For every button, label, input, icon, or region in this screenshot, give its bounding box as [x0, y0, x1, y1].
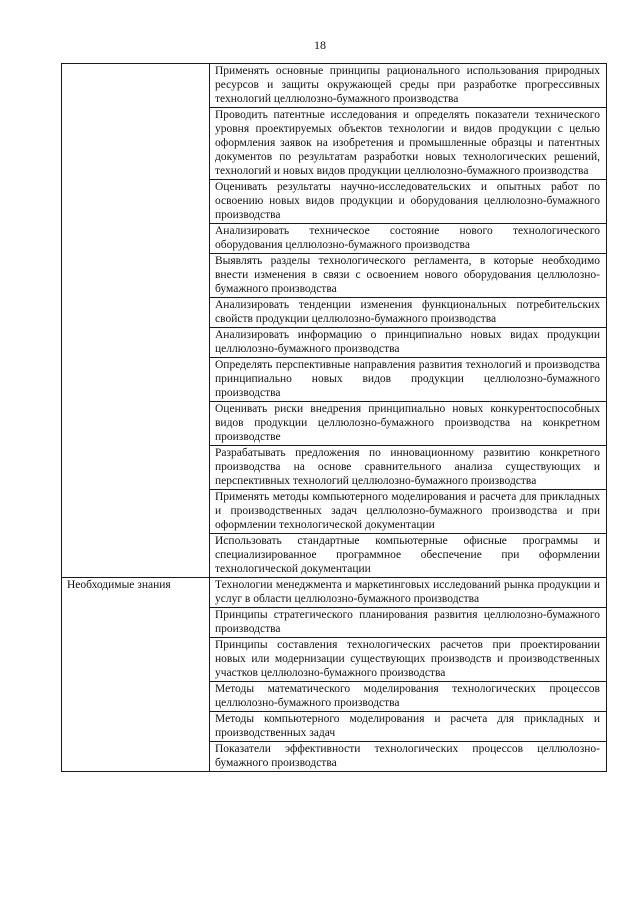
skill-item: Оценивать риски внедрения принципиально новых конкурентоспособных видов продукции целлюлозно-бумажного производства на конкретном производстве [210, 402, 607, 446]
knowledge-item: Принципы стратегического планирования развития целлюлозно-бумажного производства [210, 608, 607, 638]
skill-item: Выявлять разделы технологического регламента, в которые необходимо внести изменения в связи с освоением нового оборудования целлюлозно-бумажного производства [210, 254, 607, 298]
section-label: Необходимые знания [62, 578, 210, 772]
page-number: 18 [314, 38, 326, 52]
skill-item: Применять методы компьютерного моделирования и расчета для прикладных и производственных задач целлюлозно-бумажного производства и при оформлении технологической документации [210, 490, 607, 534]
knowledge-item: Технологии менеджмента и маркетинговых исследований рынка продукции и услуг в области целлюлозно-бумажного производства [210, 578, 607, 608]
knowledge-item: Методы компьютерного моделирования и расчета для прикладных и производственных задач [210, 712, 607, 742]
requirements-table [61, 63, 607, 772]
section-label [62, 64, 210, 578]
skill-item: Применять основные принципы рационального использования природных ресурсов и защиты окружающей среды при разработке прогрессивных технологий целлюлозно-бумажного производства [210, 64, 607, 108]
skill-item: Анализировать техническое состояние нового технологического оборудования целлюлозно-бумажного производства [210, 224, 607, 254]
table-row [62, 64, 607, 108]
skill-item: Использовать стандартные компьютерные офисные программы и специализированное программное обеспечение при оформлении технологической документации [210, 534, 607, 578]
knowledge-item: Принципы составления технологических расчетов при проектировании новых или модернизации существующих производств и производственных участков целлюлозно-бумажного производства [210, 638, 607, 682]
skill-item: Проводить патентные исследования и определять показатели технического уровня проектируемых объектов технологии и видов продукции с целью оформления заявок на изобретения и промышленные образцы и патентных документов по результатам разработки новых технологических решений, технологий и новых видов продукции целлюлозно-бумажного производства [210, 108, 607, 180]
skill-item: Определять перспективные направления развития технологий и производства принципиально новых видов продукции целлюлозно-бумажного производства [210, 358, 607, 402]
table-row [62, 578, 607, 608]
skill-item: Анализировать тенденции изменения функциональных потребительских свойств продукции целлюлозно-бумажного производства [210, 298, 607, 328]
knowledge-item: Методы математического моделирования технологических процессов целлюлозно-бумажного производства [210, 682, 607, 712]
knowledge-item: Показатели эффективности технологических процессов целлюлозно-бумажного производства [210, 742, 607, 772]
skill-item: Разрабатывать предложения по инновационному развитию конкретного производства на основе сравнительного анализа существующих и перспективных технологий целлюлозно-бумажного производства [210, 446, 607, 490]
skill-item: Анализировать информацию о принципиально новых видах продукции целлюлозно-бумажного производства [210, 328, 607, 358]
skill-item: Оценивать результаты научно-исследовательских и опытных работ по освоению новых видов продукции и оборудования целлюлозно-бумажного производства [210, 180, 607, 224]
